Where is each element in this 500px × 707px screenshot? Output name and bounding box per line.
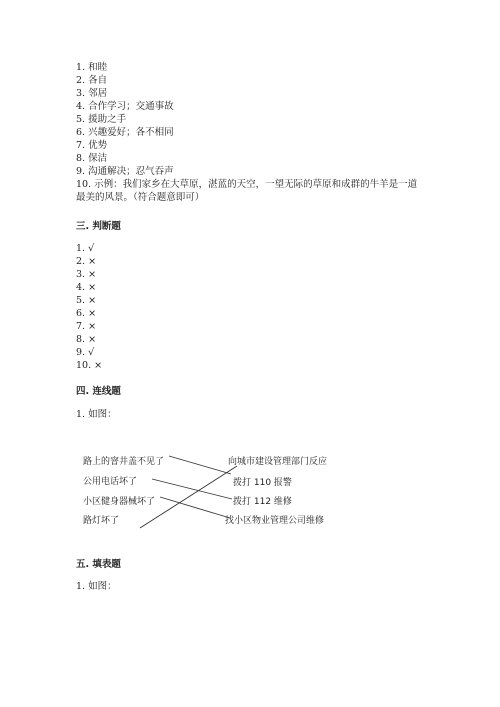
answer-line-5: 5. 援助之手 xyxy=(76,114,127,125)
left-item-street-light: 路灯坏了 xyxy=(83,516,120,526)
connector-manhole-to-cityadmin xyxy=(169,456,231,474)
section-3-title: 三. 判断题 xyxy=(76,221,121,232)
judge-item-6: 6. × xyxy=(76,308,97,319)
judge-item-5: 5. × xyxy=(76,295,97,306)
judge-item-10: 10. × xyxy=(76,360,103,371)
connector-phone-to-repair112 xyxy=(152,479,232,499)
answer-line-4: 4. 合作学习；交通事故 xyxy=(76,101,174,112)
answer-line-2: 2. 各自 xyxy=(76,75,108,86)
answer-line-6: 6. 兴趣爱好；各不相同 xyxy=(76,127,174,138)
left-item-manhole-cover: 路上的窨井盖不见了 xyxy=(83,457,165,467)
right-item-property-management: 找小区物业管理公司维修 xyxy=(225,516,325,526)
left-item-public-phone: 公用电话坏了 xyxy=(83,477,138,487)
judge-item-4: 4. × xyxy=(76,282,97,293)
judge-item-3: 3. × xyxy=(76,269,97,280)
judge-item-8: 8. × xyxy=(76,334,97,345)
answer-line-10: 10. 示例：我们家乡在大草原，湛蓝的天空，一望无际的草原和成群的牛羊是一道最美的风景。（符合题意即可） xyxy=(76,179,418,203)
right-item-call-112: 拨打 112 维修 xyxy=(233,497,292,507)
section-4-item: 1. 如图： xyxy=(76,409,117,420)
answer-line-8: 8. 保洁 xyxy=(76,153,108,164)
judge-item-2: 2. × xyxy=(76,256,97,267)
judge-item-9: 9. √ xyxy=(76,347,95,358)
right-item-city-admin: 向城市建设管理部门反应 xyxy=(228,457,328,467)
connector-gym-to-property xyxy=(160,497,230,518)
judge-item-7: 7. × xyxy=(76,321,97,332)
section-5-title: 五. 填表题 xyxy=(76,559,121,570)
judge-item-1: 1. √ xyxy=(76,243,95,254)
left-item-gym-equipment: 小区健身器械坏了 xyxy=(83,497,156,507)
answer-line-9: 9. 沟通解决；忍气吞声 xyxy=(76,166,174,177)
right-item-call-110: 拨打 110 报警 xyxy=(233,478,292,488)
section-5-item: 1. 如图： xyxy=(76,581,117,592)
answer-line-1: 1. 和睦 xyxy=(76,62,108,73)
answer-line-3: 3. 邻居 xyxy=(76,88,108,99)
section-4-title: 四. 连线题 xyxy=(76,386,121,397)
answer-line-7: 7. 优势 xyxy=(76,140,108,151)
